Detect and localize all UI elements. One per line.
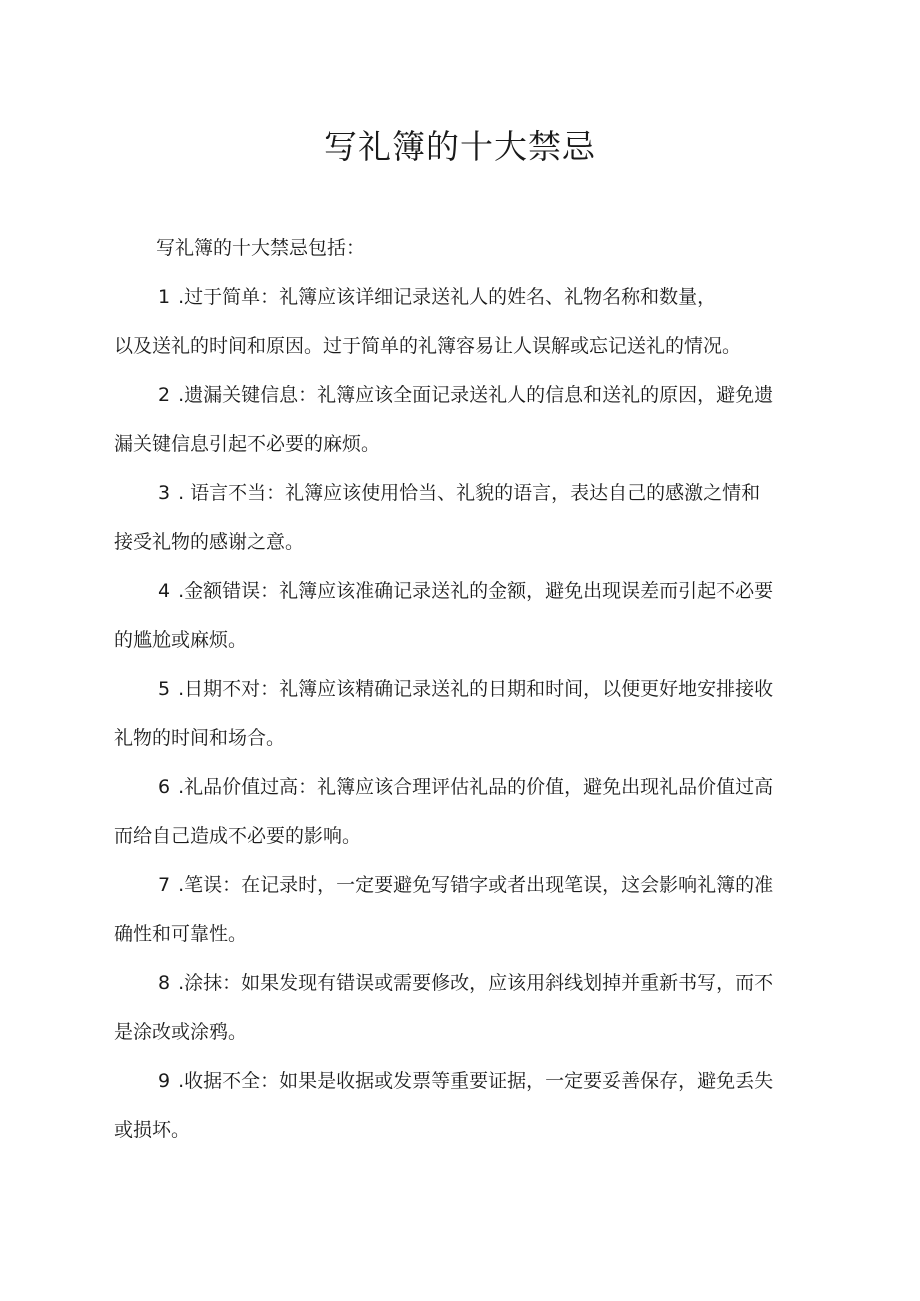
list-item-text: .笔误：在记录时，一定要避免写错字或者出现笔误，这会影响礼簿的准 <box>178 874 774 896</box>
list-item-number: 5 <box>158 678 171 700</box>
list-item-9 <box>114 1057 814 1155</box>
list-item-6 <box>114 763 814 861</box>
list-item-5 <box>114 665 814 763</box>
list-item-continuation: 礼物的时间和场合。 <box>114 727 286 749</box>
list-item-number: 9 <box>158 1070 171 1092</box>
list-item-text: .涂抹：如果发现有错误或需要修改，应该用斜线划掉并重新书写，而不 <box>178 972 774 994</box>
list-item-first-line <box>114 763 814 812</box>
list-item-first-line <box>114 1057 814 1106</box>
list-item-continuation: 漏关键信息引起不必要的麻烦。 <box>114 433 381 455</box>
list-item-continuation: 的尴尬或麻烦。 <box>114 629 248 651</box>
list-item-2 <box>114 371 814 469</box>
list-item-number: 7 <box>158 874 171 896</box>
list-item-4 <box>114 567 814 665</box>
intro-paragraph: 写礼簿的十大禁忌包括： <box>156 237 366 259</box>
list-item-continuation: 或损坏。 <box>114 1119 191 1141</box>
list-item-first-line <box>114 567 814 616</box>
list-item-first-line <box>114 959 814 1008</box>
document-body <box>114 224 814 1155</box>
document-title: 写礼簿的十大禁忌 <box>324 127 596 166</box>
list-item-text: .遗漏关键信息：礼簿应该全面记录送礼人的信息和送礼的原因，避免遗 <box>178 384 774 406</box>
list-item-continuation: 是涂改或涂鸦。 <box>114 1021 248 1043</box>
list-item-continuation: 确性和可靠性。 <box>114 923 248 945</box>
list-item-continuation: 而给自己造成不必要的影响。 <box>114 825 362 847</box>
list-item-continuation: 接受礼物的感谢之意。 <box>114 531 305 553</box>
list-item-text: .金额错误：礼簿应该准确记录送礼的金额，避免出现误差而引起不必要 <box>178 580 774 602</box>
list-item-first-line <box>114 861 814 910</box>
list-item-first-line <box>114 469 814 518</box>
list-item-first-line <box>114 273 814 322</box>
list-item-first-line <box>114 665 814 714</box>
list-item-text: .日期不对：礼簿应该精确记录送礼的日期和时间，以便更好地安排接收 <box>178 678 774 700</box>
list-item-text: . 语言不当：礼簿应该使用恰当、礼貌的语言，表达自己的感激之情和 <box>178 482 761 504</box>
list-item-text: .收据不全：如果是收据或发票等重要证据，一定要妥善保存，避免丢失 <box>178 1070 774 1092</box>
list-item-3 <box>114 469 814 567</box>
list-item-number: 2 <box>158 384 171 406</box>
list-item-7 <box>114 861 814 959</box>
list-item-number: 6 <box>158 776 171 798</box>
list-item-text: .礼品价值过高：礼簿应该合理评估礼品的价值，避免出现礼品价值过高 <box>178 776 774 798</box>
list-item-continuation: 以及送礼的时间和原因。过于简单的礼簿容易让人误解或忘记送礼的情况。 <box>114 335 742 357</box>
list-item-first-line <box>114 371 814 420</box>
list-item-number: 1 <box>158 286 171 308</box>
list-item-text: .过于简单：礼簿应该详细记录送礼人的姓名、礼物名称和数量， <box>178 286 717 308</box>
list-item-1 <box>114 273 814 371</box>
list-item-number: 3 <box>158 482 171 504</box>
list-item-number: 8 <box>158 972 171 994</box>
list-item-number: 4 <box>158 580 171 602</box>
list-item-8 <box>114 959 814 1057</box>
